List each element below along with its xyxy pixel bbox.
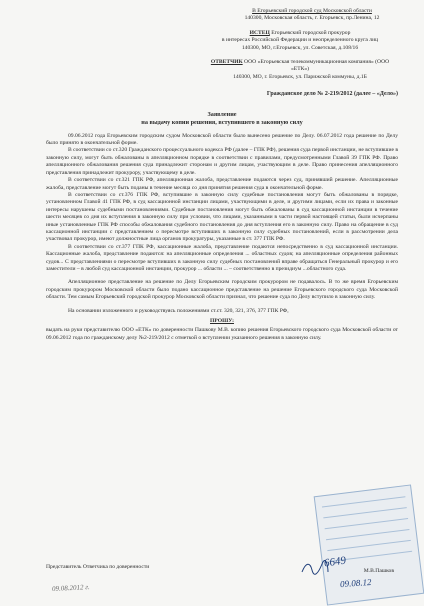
- plaintiff-block: [202, 30, 398, 52]
- court-name: В Егорьевский городской суд Московской области: [252, 8, 372, 14]
- plaintiff-label: ИСТЕЦ: [249, 29, 270, 36]
- signer-name: М.В.Пашков: [363, 568, 394, 574]
- document-subtitle: на выдачу копии решения, вступившего в законную силу: [141, 118, 303, 126]
- defendant-name: ООО «Егорьевская телекоммуникационная компания» (ООО «ЕТК»): [244, 59, 390, 73]
- plaintiff-name: Егорьевский городской прокурор: [271, 29, 351, 36]
- defendant-address: 140300, МО, г. Егорьевск, ул. Парижской коммуны, д.1Б: [233, 73, 367, 80]
- paragraph: В соответствии со ст.376 ГПК РФ, вступившие в законную силу судебные постановления могут быть обжалованы в порядке, установленном Главой 41 ГПК РФ, в суд кассационной инстанции лицами, участвующими в деле, и другими лицами, если их права и законные интересы нарушены судебными постановлениями. Судебные постановления могут быть обжалованы в суд кассационной инстанции в течение шести месяцев со дня их вступления в законную силу при условии, что лицами, указанными в части первой настоящей статьи, были исчерпаны иные установленные ГПК РФ способы обжалования судебного постановления до дня вступления его в законную силу. Право на обращение в суд кассационной инстанции с представлением о пересмотре вступивших в законную силу судебных постановлений, если в рассмотрении дела участвовал прокурор, имеют должностные лица органов прокуратуры, указанные в ст. 377 ГПК РФ.: [46, 191, 398, 243]
- paragraph: В соответствии со ст.377 ГПК РФ, кассационные жалоба, представление подаются непосредственно в суд кассационной инстанции. Кассационные жалоба, представление подаются: на апелляционные определения ... областных судов; на апелляционные определения районных судов... С представлениями о пересмотре вступивших в законную силу судебных постановлений вправе обращаться Генеральный прокурор и его заместители – в любой суд кассационной инстанции, прокурор ... области ... – соответственно в президиум ...областного суда.: [46, 243, 398, 272]
- plaintiff-address: 140300, МО, г.Егорьевск, ул. Советская, д.108/16: [241, 44, 359, 51]
- request-text: выдать на руки представителю ООО «ЕТК» по доверенности Пашкову М.В. копию решения Егорьевского городского суда Московской области от 09.06.2012 года по гражданскому делу №2-219/2012 с отметкой о вступлении указанного решения в законную силу.: [46, 327, 398, 341]
- defendant-label: ОТВЕТЧИК: [210, 59, 243, 66]
- case-number: Гражданское дело № 2-219/2012 (далее – «Дело»): [266, 91, 398, 98]
- plaintiff-desc: в интересах Российской Федерации и неопределенного круга лиц: [221, 37, 379, 44]
- paragraph: В соответствии со ст.320 Гражданского процессуального кодекса РФ (далее – ГПК РФ), решения суда первой инстанции, не вступившие в законную силу, могут быть обжалованы в апелляционном порядке в соответствии с правилами, предусмотренными Главой 39 ГПК РФ. Право апелляционного обжалования решения суда принадлежит сторонам и другим лицам, участвующим в деле. Право принесения апелляционного представления принадлежит прокурору, участвующему в деле.: [46, 147, 398, 176]
- signature-label: Представитель Ответчика по доверенности: [46, 564, 150, 570]
- stamp-number: 6649: [323, 554, 347, 570]
- basis-text: На основании изложенного и руководствуясь положениями ст.ст. 320, 321, 376, 377 ГПК РФ,: [68, 307, 289, 314]
- document-title: Заявление: [207, 110, 237, 118]
- stamp-date: 09.08.12: [339, 576, 372, 590]
- handwritten-date: 09.08.2012 г.: [51, 583, 90, 593]
- paragraph: В соответствии со ст.321 ГПК РФ, апелляционная жалоба, представление подаются через суд, принявший решение. Апелляционные жалоба, представление могут быть поданы в течение месяца со дня принятия решения суда в окончательной форме.: [46, 177, 398, 191]
- paragraph: Апелляционное представление на решение по Делу Егорьевским городским прокурором не подавалось. В то же время Егорьевским городским прокурором Московской области было подано кассационное представление на решение Егорьевского городского суда Московской области. Тем самым Егорьевский городской прокурор Московской области признал, что решение суда по Делу вступило в законную силу.: [46, 279, 398, 301]
- addressee-block: [226, 8, 398, 23]
- paragraph: 09.06.2012 года Егорьевским городским судом Московской области было вынесено решение по Делу. 06.07.2012 года решение по Делу было принято в окончательной форме.: [46, 132, 398, 147]
- court-address: 140300, Московская область, г. Егорьевск, пр.Ленина, 12: [244, 15, 380, 22]
- defendant-block: [202, 59, 398, 81]
- request-label: ПРОШУ:: [210, 318, 234, 324]
